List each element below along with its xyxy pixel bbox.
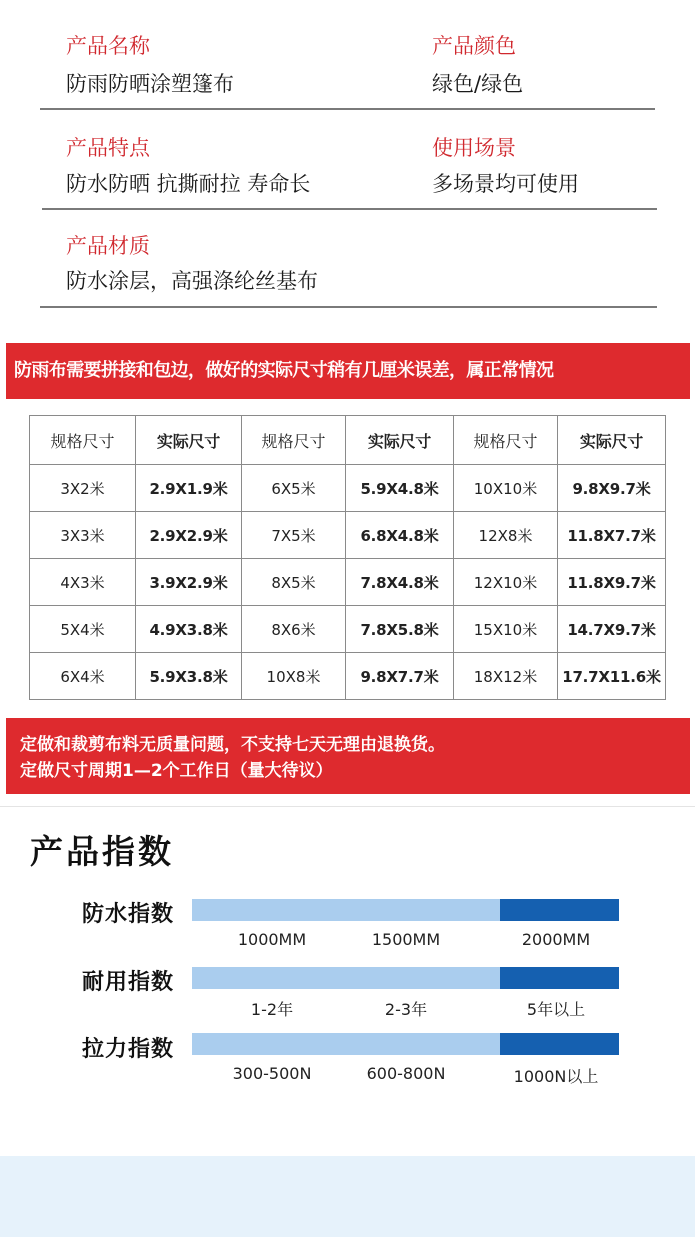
table-cell: 14.7X9.7米 [558, 606, 666, 653]
table-cell: 7.8X4.8米 [346, 559, 454, 606]
table-header-cell: 规格尺寸 [242, 416, 346, 465]
table-cell: 7.8X5.8米 [346, 606, 454, 653]
product-features-label: 产品特点 [66, 136, 150, 160]
table-header-cell: 实际尺寸 [136, 416, 242, 465]
table-cell: 11.8X9.7米 [558, 559, 666, 606]
size-error-notice-banner: 防雨布需要拼接和包边，做好的实际尺寸稍有几厘米误差，属正常情况 [6, 343, 690, 399]
index-label: 耐用指数 [82, 970, 175, 995]
table-cell: 3X2米 [30, 465, 136, 512]
index-tick-label: 1500MM [371, 930, 441, 949]
section-divider [0, 806, 695, 807]
divider [40, 108, 655, 110]
custom-lead-time-text: 定做尺寸周期1—2个工作日（量大待议） [20, 761, 333, 781]
table-row [30, 653, 666, 700]
usage-scene-value: 多场景均可使用 [432, 172, 579, 196]
index-tick-label: 5年以上 [526, 1000, 586, 1019]
index-tick-label: 1-2年 [250, 1000, 294, 1019]
table-row [30, 512, 666, 559]
table-cell: 5.9X3.8米 [136, 653, 242, 700]
table-cell: 18X12米 [454, 653, 558, 700]
table-cell: 5X4米 [30, 606, 136, 653]
table-cell: 17.7X11.6米 [558, 653, 666, 700]
index-bar [192, 1033, 619, 1055]
table-row [30, 606, 666, 653]
table-header-row [30, 416, 666, 465]
table-header-cell: 实际尺寸 [346, 416, 454, 465]
table-cell: 3X3米 [30, 512, 136, 559]
product-name-value: 防雨防晒涂塑篷布 [66, 72, 234, 96]
return-policy-banner [6, 718, 690, 794]
product-name-label: 产品名称 [66, 34, 150, 58]
table-cell: 10X8米 [242, 653, 346, 700]
index-tick-label: 1000N以上 [513, 1067, 599, 1086]
table-cell: 4X3米 [30, 559, 136, 606]
return-policy-text: 定做和裁剪布料无质量问题，不支持七天无理由退换货。 [20, 735, 445, 755]
table-cell: 6.8X4.8米 [346, 512, 454, 559]
table-cell: 9.8X7.7米 [346, 653, 454, 700]
table-cell: 7X5米 [242, 512, 346, 559]
table-row [30, 465, 666, 512]
index-tick-label: 600-800N [366, 1064, 446, 1083]
table-row [30, 559, 666, 606]
index-bar-fill [500, 1033, 619, 1055]
table-header-cell: 实际尺寸 [558, 416, 666, 465]
usage-scene-label: 使用场景 [432, 136, 516, 160]
index-tick-label: 300-500N [232, 1064, 312, 1083]
product-index-title: 产品指数 [30, 832, 174, 871]
index-bar-fill [500, 899, 619, 921]
divider [40, 306, 657, 308]
table-cell: 6X5米 [242, 465, 346, 512]
table-cell: 10X10米 [454, 465, 558, 512]
index-tick-label: 2000MM [521, 930, 591, 949]
table-cell: 5.9X4.8米 [346, 465, 454, 512]
table-cell: 4.9X3.8米 [136, 606, 242, 653]
product-color-value: 绿色/绿色 [432, 72, 524, 96]
divider [42, 208, 657, 210]
product-material-value: 防水涂层，高强涤纶丝基布 [66, 269, 318, 293]
table-cell: 2.9X2.9米 [136, 512, 242, 559]
index-tick-label: 2-3年 [384, 1000, 428, 1019]
table-cell: 15X10米 [454, 606, 558, 653]
table-cell: 8X6米 [242, 606, 346, 653]
index-tick-label: 1000MM [237, 930, 307, 949]
table-cell: 12X8米 [454, 512, 558, 559]
index-bar-fill [500, 967, 619, 989]
product-features-value: 防水防晒 抗撕耐拉 寿命长 [66, 172, 311, 196]
index-label: 防水指数 [82, 902, 175, 927]
bottom-section-background [0, 1156, 695, 1237]
table-cell: 6X4米 [30, 653, 136, 700]
product-material-label: 产品材质 [66, 234, 150, 258]
table-cell: 2.9X1.9米 [136, 465, 242, 512]
product-color-label: 产品颜色 [432, 34, 516, 58]
table-cell: 8X5米 [242, 559, 346, 606]
table-cell: 12X10米 [454, 559, 558, 606]
index-bar [192, 899, 619, 921]
index-bar [192, 967, 619, 989]
table-cell: 9.8X9.7米 [558, 465, 666, 512]
table-header-cell: 规格尺寸 [30, 416, 136, 465]
table-cell: 11.8X7.7米 [558, 512, 666, 559]
index-label: 拉力指数 [82, 1037, 175, 1062]
table-cell: 3.9X2.9米 [136, 559, 242, 606]
table-header-cell: 规格尺寸 [454, 416, 558, 465]
size-table [29, 415, 666, 700]
